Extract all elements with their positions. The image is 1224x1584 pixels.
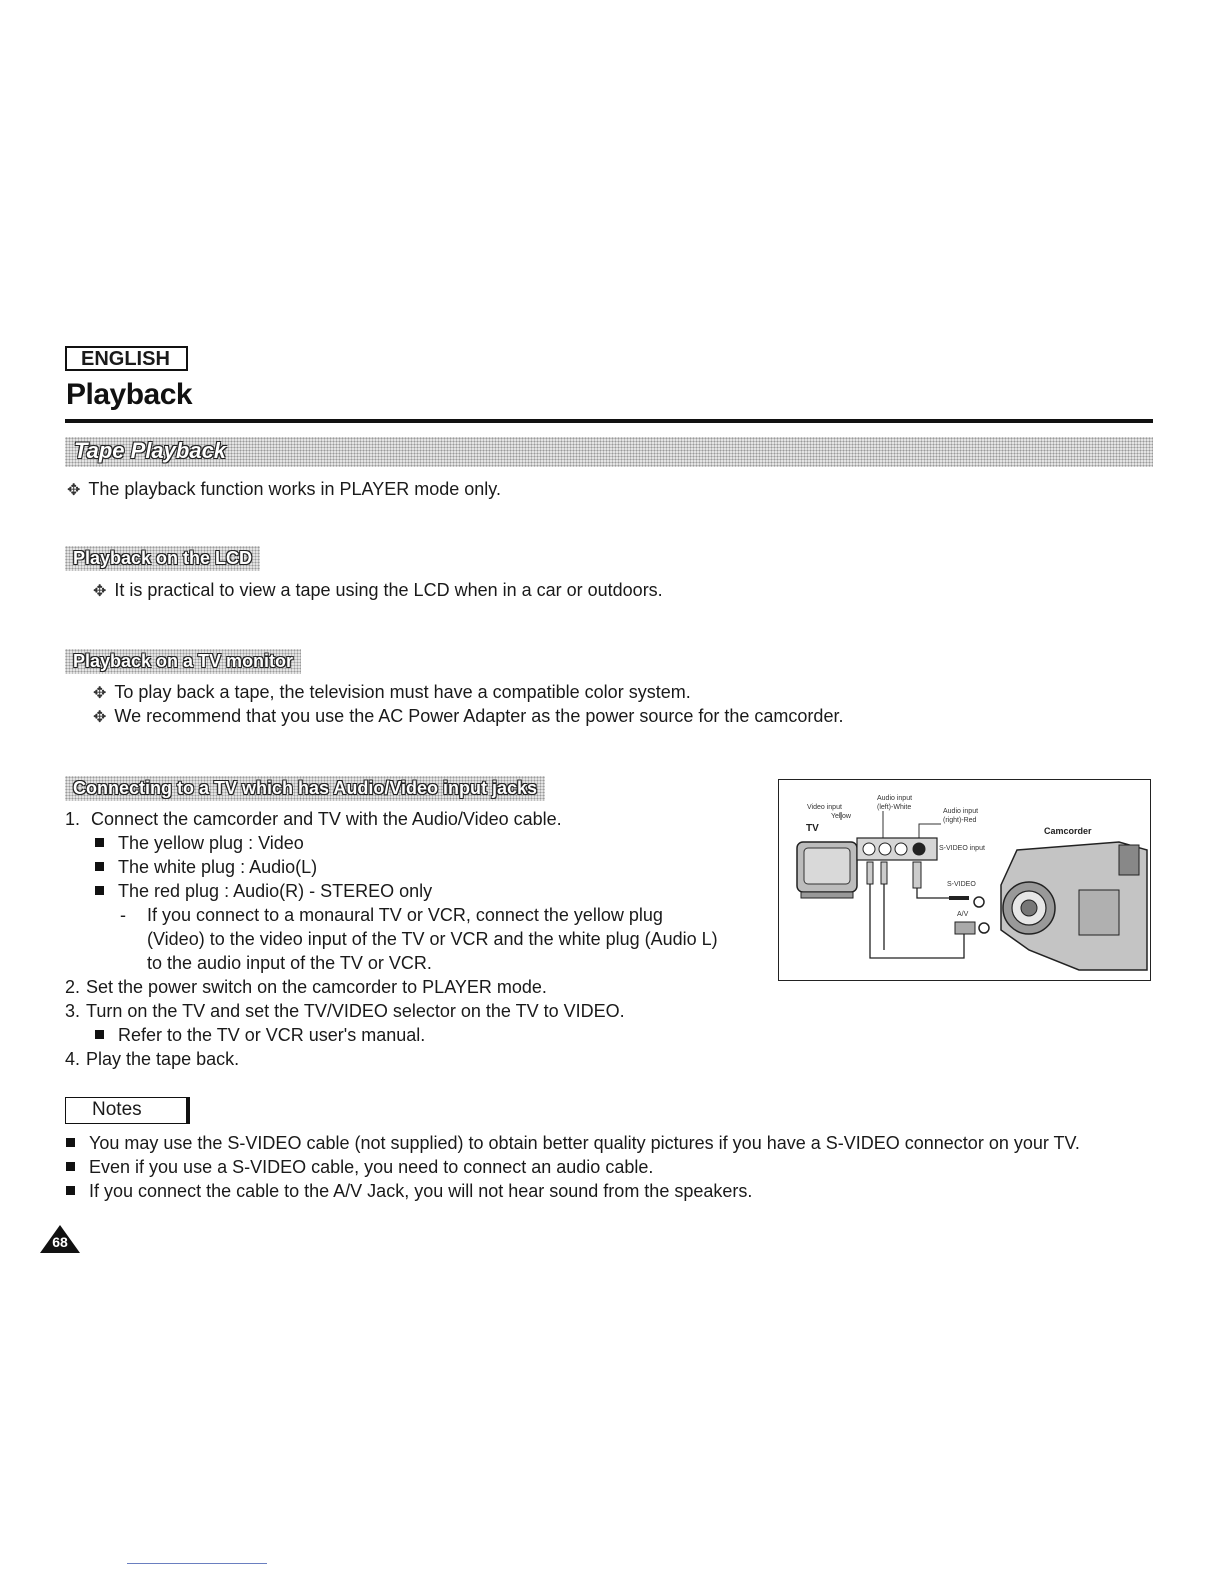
video-input-label: Video input	[807, 804, 842, 811]
mono-note-line-2: (Video) to the video input of the TV or VCR and the white plug (Audio L)	[147, 929, 718, 949]
lcd-heading: Playback on the LCD	[65, 546, 260, 571]
intro-line: ✥ The playback function works in PLAYER mode only.	[67, 479, 501, 499]
note-2: Even if you use a S-VIDEO cable, you need to connect an audio cable.	[66, 1155, 653, 1179]
step-number: 1.	[65, 809, 81, 829]
lcd-bullet: ✥ It is practical to view a tape using the LCD when in a car or outdoors.	[93, 580, 663, 600]
step-text: Connect the camcorder and TV with the Audio/Video cable.	[91, 809, 562, 829]
plug-yellow: The yellow plug : Video	[95, 831, 304, 855]
bullet-diamond-icon: ✥	[93, 685, 107, 702]
square-bullet-icon	[66, 1138, 75, 1147]
mono-note-line-3: to the audio input of the TV or VCR.	[147, 953, 432, 973]
notes-label: Notes	[65, 1097, 190, 1124]
tv-heading: Playback on a TV monitor	[65, 649, 301, 674]
page-title: Playback	[66, 378, 193, 411]
square-bullet-icon	[95, 862, 104, 871]
svideo-label: S-VIDEO	[947, 881, 976, 888]
connection-illustration	[779, 780, 1149, 979]
plug-icons	[867, 862, 921, 888]
step-3-sub: Refer to the TV or VCR user's manual.	[95, 1023, 425, 1047]
title-rule	[65, 419, 1153, 423]
tv-label: TV	[806, 823, 819, 834]
step-1	[65, 807, 562, 831]
section-bar	[65, 437, 1153, 467]
left-white-label: (left)-White	[877, 804, 912, 811]
footer-line	[127, 1563, 267, 1564]
page-number-text: 68	[52, 1234, 68, 1250]
svideo-input-label: S-VIDEO input	[939, 845, 985, 852]
page-number	[40, 1225, 80, 1253]
right-red-label: (right)-Red	[943, 817, 977, 824]
square-bullet-icon	[66, 1186, 75, 1195]
plug-white: The white plug : Audio(L)	[95, 855, 317, 879]
tv-bullet-2: ✥ We recommend that you use the AC Power Adapter as the power source for the camcorder.	[93, 706, 844, 726]
tv-icon	[797, 842, 857, 898]
jack-panel-icon	[857, 838, 937, 860]
audio-input-right-label: Audio input	[943, 808, 979, 815]
step-3: 3. Turn on the TV and set the TV/VIDEO selector on the TV to VIDEO.	[65, 1001, 625, 1021]
bullet-diamond-icon: ✥	[67, 482, 81, 499]
av-label: A/V	[957, 911, 969, 918]
language-label: ENGLISH	[65, 346, 188, 371]
section-title: Tape Playback	[74, 438, 227, 463]
bullet-diamond-icon: ✥	[93, 709, 107, 726]
camcorder-icon	[1001, 842, 1147, 970]
note-1: You may use the S-VIDEO cable (not supplied) to obtain better quality pictures if you have a S-VIDEO connector on your TV.	[66, 1131, 1080, 1155]
tv-bullet-1: ✥ To play back a tape, the television must have a compatible color system.	[93, 682, 691, 702]
square-bullet-icon	[66, 1162, 75, 1171]
square-bullet-icon	[95, 886, 104, 895]
square-bullet-icon	[95, 838, 104, 847]
camcorder-label: Camcorder	[1044, 826, 1092, 836]
step-2: 2. Set the power switch on the camcorder to PLAYER mode.	[65, 977, 547, 997]
bullet-diamond-icon: ✥	[93, 583, 107, 600]
step-4: 4. Play the tape back.	[65, 1049, 240, 1069]
mono-note-line-1: - If you connect to a monaural TV or VCR, connect the yellow plug	[120, 905, 663, 925]
yellow-label: Yellow	[831, 813, 851, 820]
note-3: If you connect the cable to the A/V Jack, you will not hear sound from the speakers.	[66, 1179, 752, 1203]
square-bullet-icon	[95, 1030, 104, 1039]
plug-red: The red plug : Audio(R) - STEREO only	[95, 879, 432, 903]
audio-input-label: Audio input	[877, 795, 913, 802]
connect-heading: Connecting to a TV which has Audio/Video input jacks	[65, 776, 545, 801]
connection-diagram	[778, 779, 1151, 981]
